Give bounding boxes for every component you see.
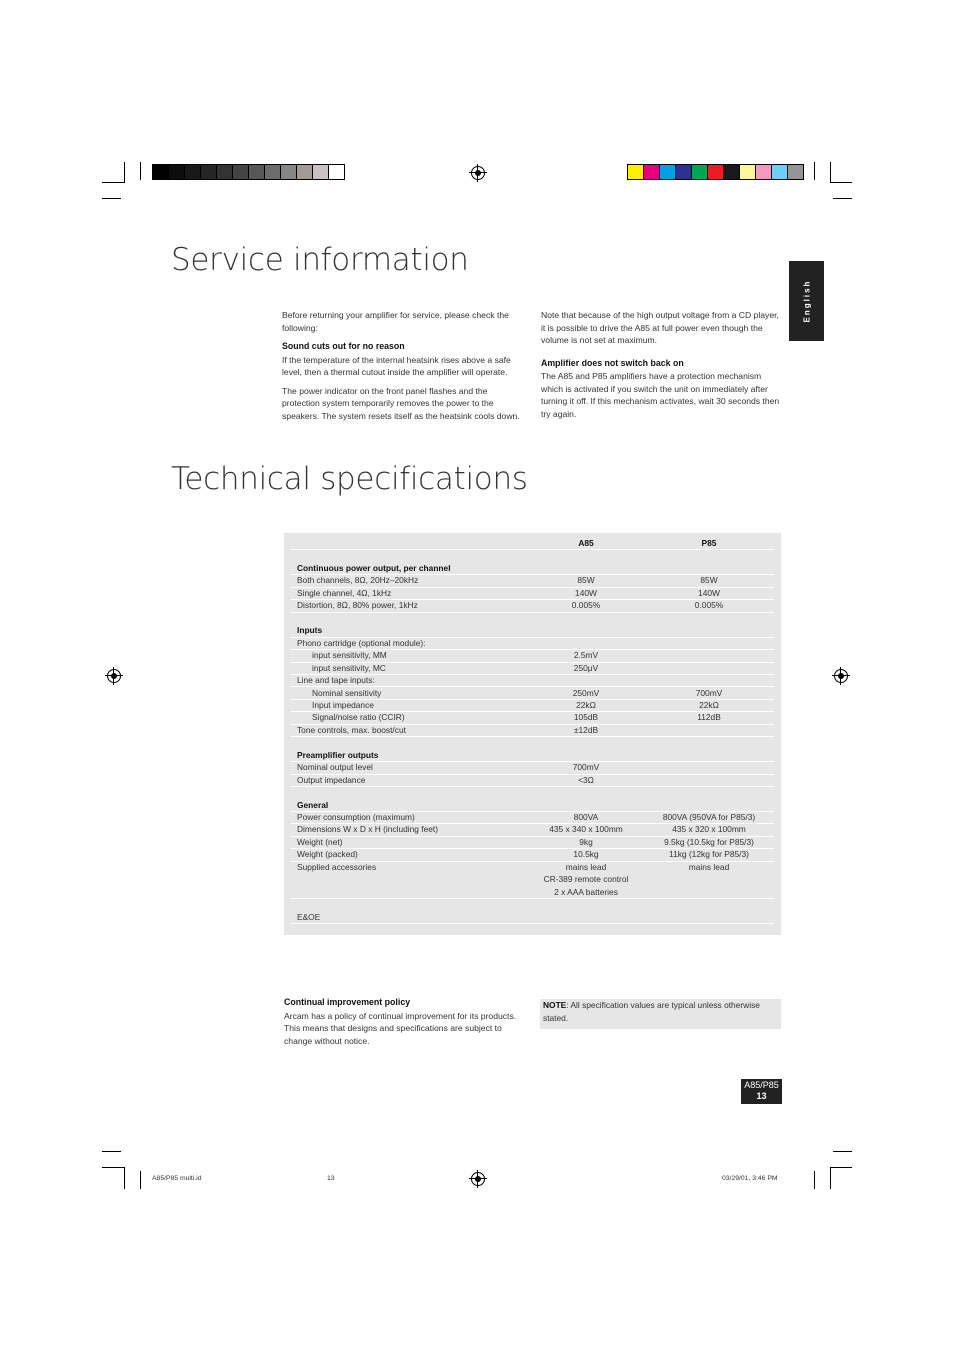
spec-value-p85: 435 x 320 x 100mm: [672, 824, 746, 835]
crop-mark: [124, 162, 125, 183]
service-left-column: [282, 309, 524, 428]
spec-value-a85: <3Ω: [578, 774, 594, 785]
table-row: [291, 711, 774, 724]
spec-label: Output impedance: [297, 774, 366, 785]
crop-mark: [830, 182, 852, 183]
spec-value-a85: 800VA: [573, 812, 599, 822]
spec-value-p85: 112dB: [697, 712, 721, 723]
table-row: [291, 861, 774, 873]
spec-label: Distortion, 8Ω, 80% power, 1kHz: [297, 600, 418, 611]
process-swatch: [756, 165, 772, 179]
crop-mark: [140, 1171, 141, 1189]
note-box: [540, 999, 781, 1029]
crop-mark: [814, 1171, 815, 1189]
table-section-row: [291, 562, 774, 575]
footer-page: 13: [327, 1175, 335, 1182]
policy-text: Arcam has a policy of continual improvement for its products. This means that designs and specifications are subject to change without notice.: [284, 1010, 517, 1046]
table-row: [291, 724, 774, 737]
spec-value-p85: 140W: [698, 587, 720, 598]
spec-label: Single channel, 4Ω, 1kHz: [297, 587, 392, 598]
spec-label: Nominal output level: [297, 762, 373, 773]
spec-value-a85: 700mV: [572, 762, 600, 773]
column-header-a85: A85: [578, 538, 594, 548]
spec-label: Signal/noise ratio (CCIR): [312, 712, 405, 723]
model-label: A85/P85: [744, 1080, 779, 1090]
spec-value-a85: CR-389 remote control: [543, 874, 629, 885]
spec-value-a85: ±12dB: [573, 724, 599, 735]
spec-value-p85: 800VA (950VA for P85/3): [662, 812, 756, 822]
spec-value-p85: 700mV: [695, 687, 723, 698]
spec-value-a85: 85W: [577, 575, 595, 586]
registration-mark-icon: [107, 669, 121, 683]
paragraph-cd-player: Note that because of the high output voltage from a CD player, it is possible to drive the A85 at full power even though the volume is not set at maximum.: [541, 310, 779, 345]
spec-label: Power consumption (maximum): [297, 812, 415, 822]
crop-mark: [830, 162, 831, 183]
crop-mark: [833, 198, 852, 199]
footer-filename: A85/P85 multi.id: [152, 1175, 202, 1182]
spec-label: General: [297, 799, 329, 810]
column-header-p85: P85: [701, 538, 717, 548]
table-row: [291, 873, 774, 885]
spec-label: Line and tape inputs:: [297, 675, 375, 686]
crop-mark: [830, 1167, 831, 1189]
table-row: [291, 662, 774, 675]
language-tab: [789, 261, 824, 341]
process-swatch: [692, 165, 708, 179]
paragraph-protection: The A85 and P85 amplifiers have a protection mechanism which is activated if you switch the unit on immediately after turning it off. If this mechanism activates, wait 30 seconds then try again.: [541, 371, 780, 419]
note-text: : All specification values are typical unless otherwise stated.: [543, 1000, 760, 1023]
grayscale-swatch: [265, 165, 281, 179]
spec-value-a85: 9kg: [579, 836, 593, 847]
table-row: [291, 574, 774, 587]
process-swatch: [772, 165, 788, 179]
crop-mark: [102, 182, 124, 183]
spec-value-p85: 0.005%: [694, 600, 724, 611]
table-section-row: [291, 799, 774, 812]
spec-label: Preamplifier outputs: [297, 749, 379, 760]
footer-date: 03/29/01, 3:46 PM: [722, 1175, 778, 1182]
grayscale-swatch: [313, 165, 329, 179]
spec-label: Weight (net): [297, 836, 343, 847]
grayscale-swatch: [201, 165, 217, 179]
crop-mark: [140, 162, 141, 180]
table-row: [291, 687, 774, 700]
crop-mark: [102, 1167, 124, 1168]
table-row: [291, 599, 774, 612]
table-row: [291, 911, 774, 924]
policy-heading: Continual improvement policy: [284, 997, 411, 1007]
process-color-bar: [627, 164, 804, 180]
spec-value-p85: 22kΩ: [699, 699, 719, 710]
spec-value-a85: 10.5kg: [573, 849, 599, 860]
spec-value-a85: 105dB: [573, 712, 599, 723]
table-row: [291, 811, 774, 824]
grayscale-swatch: [153, 165, 169, 179]
crop-mark: [124, 1167, 125, 1189]
spec-value-p85: 85W: [700, 575, 718, 586]
process-swatch: [660, 165, 676, 179]
spec-label: Input impedance: [312, 699, 374, 710]
spec-value-a85: 435 x 340 x 100mm: [549, 824, 623, 835]
table-row: [291, 637, 774, 650]
page-number: 13: [756, 1091, 767, 1101]
registration-mark-icon: [834, 669, 848, 683]
table-row: [291, 848, 774, 861]
table-row: [291, 836, 774, 849]
service-intro: Before returning your amplifier for service, please check the following:: [282, 310, 509, 333]
spec-label: E&OE: [297, 911, 321, 922]
spec-label: input sensitivity, MM: [312, 650, 387, 661]
grayscale-swatch: [329, 165, 344, 179]
spec-value-a85: 250μV: [573, 662, 599, 673]
process-swatch: [628, 165, 644, 179]
process-swatch: [676, 165, 692, 179]
spec-label: Dimensions W x D x H (including feet): [297, 824, 439, 835]
improvement-policy: [284, 996, 524, 1053]
table-row: [291, 674, 774, 687]
table-row: [291, 761, 774, 774]
table-row: [291, 587, 774, 600]
spec-value-a85: mains lead: [565, 861, 607, 872]
grayscale-swatch: [217, 165, 233, 179]
registration-mark-icon: [471, 166, 485, 180]
specifications-table: [284, 533, 781, 935]
grayscale-color-bar: [152, 164, 345, 180]
grayscale-swatch: [297, 165, 313, 179]
spec-value-p85: mains lead: [688, 861, 730, 872]
grayscale-swatch: [281, 165, 297, 179]
spec-label: Inputs: [297, 625, 323, 636]
spec-label: input sensitivity, MC: [312, 662, 386, 673]
heading-sound-cuts: Sound cuts out for no reason: [282, 341, 405, 351]
spec-label: Tone controls, max. boost/cut: [297, 724, 406, 735]
spec-value-a85: 140W: [575, 587, 597, 598]
paragraph-thermal: If the temperature of the internal heatsink rises above a safe level, then a thermal cutout inside the amplifier will operate.: [282, 354, 511, 377]
grayscale-swatch: [249, 165, 265, 179]
table-row: [291, 774, 774, 787]
service-right-column: [541, 309, 781, 426]
process-swatch: [740, 165, 756, 179]
registration-mark-icon: [471, 1172, 485, 1186]
table-section-row: [291, 624, 774, 637]
process-swatch: [788, 165, 803, 179]
spec-label: Continuous power output, per channel: [297, 563, 451, 573]
note-label: NOTE: [543, 1000, 567, 1010]
table-header-row: [291, 537, 774, 550]
spec-value-a85: 2 x AAA batteries: [554, 886, 618, 897]
grayscale-swatch: [185, 165, 201, 179]
crop-mark: [833, 1151, 852, 1152]
page-number-box: [741, 1079, 782, 1104]
spec-value-p85: 11kg (12kg for P85/3): [669, 849, 749, 860]
heading-switch-back-on: Amplifier does not switch back on: [541, 357, 684, 368]
paragraph-power-indicator: The power indicator on the front panel flashes and the protection system temporarily removes the power to the speakers. The system resets itself as the heatsink cools down.: [282, 385, 520, 421]
specs-title: Technical specifications: [171, 461, 528, 497]
spec-label: Supplied accessories: [297, 861, 377, 872]
table-row: [291, 699, 774, 712]
language-label: English: [802, 279, 811, 323]
process-swatch: [708, 165, 724, 179]
spec-value-p85: 9.5kg (10.5kg for P85/3): [664, 836, 754, 847]
spec-label: Nominal sensitivity: [312, 687, 382, 698]
spec-label: Phono cartridge (optional module):: [297, 637, 426, 648]
spec-value-a85: 22kΩ: [576, 699, 596, 710]
table-row: [291, 823, 774, 836]
crop-mark: [102, 1151, 121, 1152]
service-title: Service information: [171, 242, 469, 278]
process-swatch: [724, 165, 740, 179]
spec-value-a85: 250mV: [572, 687, 600, 698]
spec-label: Weight (packed): [297, 849, 358, 860]
spec-value-a85: 2.5mV: [573, 650, 599, 661]
table-row: [291, 886, 774, 899]
spec-value-a85: 0.005%: [571, 600, 601, 611]
spec-label: Both channels, 8Ω, 20Hz–20kHz: [297, 575, 419, 586]
crop-mark: [830, 1167, 852, 1168]
grayscale-swatch: [169, 165, 185, 179]
crop-mark: [814, 162, 815, 180]
crop-mark: [102, 198, 121, 199]
table-section-row: [291, 749, 774, 762]
table-row: [291, 649, 774, 662]
process-swatch: [644, 165, 660, 179]
grayscale-swatch: [233, 165, 249, 179]
